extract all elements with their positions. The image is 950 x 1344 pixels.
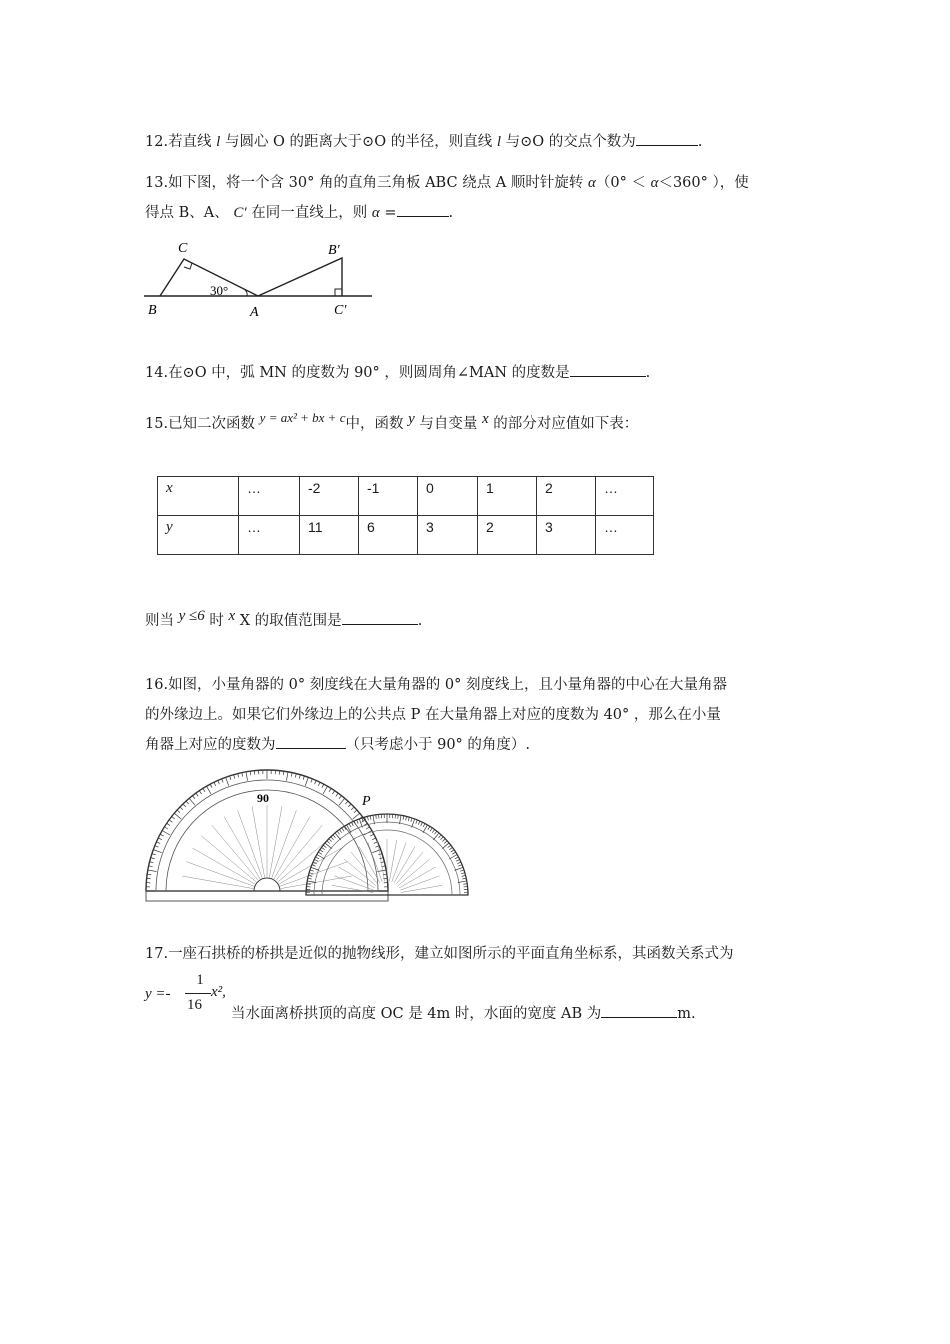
- protractor-tick: [312, 865, 316, 866]
- protractor-tick: [348, 804, 351, 807]
- protractor-tick: [367, 816, 368, 820]
- table-cell: 6: [359, 516, 418, 555]
- protractor-ray: [399, 867, 435, 888]
- q17-formula-y: y =-: [145, 986, 171, 1002]
- protractor-tick: [451, 850, 454, 852]
- protractor-tick: [434, 831, 436, 834]
- protractor-tick: [423, 823, 425, 827]
- q13-alpha-2: α: [650, 175, 659, 191]
- q16-number: 16.: [145, 677, 169, 693]
- protractor-tick: [327, 841, 330, 844]
- protractor-tick: [455, 857, 459, 859]
- protractor-tick: [318, 852, 321, 854]
- protractor-tick: [430, 828, 432, 831]
- protractor-tick: [345, 801, 348, 804]
- protractor-tick: [158, 838, 162, 840]
- protractor-tick: [169, 820, 172, 822]
- protractor-tick: [406, 816, 407, 820]
- protractor-tick: [303, 776, 304, 780]
- protractor-tick: [321, 847, 324, 849]
- table-row-y: [158, 516, 654, 555]
- protractor-tick: [315, 780, 317, 784]
- protractor-figure: [140, 765, 480, 910]
- protractor-tick: [286, 772, 288, 781]
- triangle-ab-c-prime: [258, 258, 342, 296]
- q17-formula-numerator: 1: [196, 972, 204, 988]
- small-protractor-rays: [332, 839, 442, 893]
- protractor-tick: [449, 847, 452, 849]
- protractor-tick: [325, 843, 332, 849]
- protractor-tick: [336, 793, 338, 796]
- protractor-tick: [442, 843, 449, 849]
- large-protractor: [146, 770, 388, 901]
- protractor-tick: [349, 823, 351, 827]
- protractor-tick: [366, 827, 369, 829]
- protractor-tick: [305, 777, 308, 785]
- large-protractor-rays: [182, 805, 351, 889]
- question-15-ask: [145, 610, 422, 631]
- protractor-tick: [207, 786, 212, 794]
- protractor-tick: [379, 858, 383, 859]
- protractor-tick: [378, 854, 382, 855]
- table-cell: 3: [537, 516, 596, 555]
- q15-text-1: 已知二次函数: [168, 416, 256, 432]
- protractor-tick: [210, 784, 212, 788]
- q14-text: 在⊙O 中，弧 MN 的度数为 90° ，则圆周角∠MAN 的度数是: [168, 365, 570, 381]
- table-cell: …: [596, 516, 654, 555]
- protractor-ray: [394, 847, 415, 883]
- table-cell: …: [239, 477, 300, 516]
- q15-condition: y ≤6: [178, 608, 205, 624]
- protractor-tick: [456, 859, 460, 861]
- protractor-tick: [408, 817, 409, 821]
- protractor-tick: [452, 852, 455, 854]
- protractor-tick: [332, 791, 334, 794]
- protractor-tick: [246, 772, 248, 781]
- protractor-tick: [314, 859, 318, 861]
- protractor-tick: [183, 804, 186, 807]
- protractor-tick: [177, 810, 180, 813]
- protractor-ray: [401, 885, 442, 892]
- label-a: A: [250, 305, 259, 320]
- q12-number: 12.: [145, 134, 169, 150]
- question-16-line-1: [145, 675, 727, 695]
- q12-text-3: 与⊙O 的交点个数为: [505, 134, 636, 150]
- protractor-tick: [230, 776, 231, 780]
- table-cell: 0: [418, 477, 478, 516]
- protractor-tick: [457, 862, 461, 864]
- protractor-tick: [203, 788, 205, 791]
- protractor-tick: [416, 820, 417, 824]
- q15-var-x: x: [481, 411, 489, 427]
- protractor-tick: [357, 820, 358, 824]
- protractor-tick: [442, 839, 445, 842]
- protractor-tick: [174, 813, 181, 819]
- protractor-tick: [335, 833, 341, 840]
- protractor-tick: [412, 819, 415, 827]
- protractor-ray: [392, 842, 406, 881]
- q15-ask-text-1: 则当: [145, 613, 174, 629]
- protractor-tick: [444, 841, 447, 844]
- protractor-tick: [462, 878, 466, 879]
- table-cell: 1: [478, 477, 537, 516]
- q15-function: y = ax² + bx + c: [259, 410, 346, 425]
- protractor-tick: [342, 828, 344, 831]
- protractor-tick: [151, 858, 155, 859]
- protractor-tick: [323, 845, 326, 847]
- protractor-tick: [153, 850, 161, 853]
- protractor-tick: [180, 807, 183, 810]
- q17-text-1: 当水面离桥拱顶的高度 OC 是 4m 时，水面的宽度 AB 为: [231, 1006, 602, 1022]
- protractor-tick: [339, 829, 341, 832]
- protractor-tick: [311, 867, 319, 870]
- table-row-x: [158, 477, 654, 516]
- protractor-tick: [440, 837, 443, 840]
- q13-alpha: α: [588, 175, 596, 191]
- table-cell: x: [158, 477, 239, 516]
- q13-text-1: 如下图，将一个含 30° 角的直角三角板 ABC 绕点 A 顺时针旋转: [168, 175, 584, 191]
- q17-number: 17.: [145, 946, 169, 962]
- protractor-ray: [276, 825, 322, 880]
- protractor-tick: [222, 779, 223, 783]
- q13-number: 13.: [145, 175, 169, 191]
- protractor-tick: [432, 829, 434, 832]
- protractor-tick: [403, 816, 404, 820]
- q15-number: 15.: [145, 416, 169, 432]
- question-16-line-2: [145, 705, 721, 725]
- protractor-tick: [376, 815, 377, 819]
- protractor-tick: [234, 775, 235, 779]
- q14-number: 14.: [145, 365, 169, 381]
- protractor-tick: [461, 873, 465, 874]
- question-17-line-2: [231, 1003, 696, 1024]
- protractor-tick: [199, 791, 201, 794]
- protractor-tick: [463, 884, 467, 885]
- protractor-tick: [172, 817, 175, 819]
- q13-text-5: 在同一直线上，则: [251, 205, 368, 221]
- question-15: [145, 410, 639, 434]
- protractor-tick: [359, 819, 362, 827]
- protractor-tick: [370, 816, 371, 820]
- table-cell: 2: [537, 477, 596, 516]
- protractor-tick: [160, 834, 164, 836]
- protractor-tick: [308, 875, 312, 876]
- right-angle-mark-c-prime: [335, 289, 342, 296]
- protractor-tick: [374, 842, 378, 844]
- q15-ask-var-x: x: [228, 608, 236, 624]
- protractor-tick: [299, 775, 300, 779]
- protractor-tick: [323, 786, 328, 794]
- protractor-tick: [309, 873, 313, 874]
- table-cell: 2: [478, 516, 537, 555]
- triangle-rotation-figure: [140, 236, 380, 322]
- q12-text-1: 若直线: [168, 134, 212, 150]
- protractor-tick: [322, 784, 324, 788]
- q12-answer-blank[interactable]: [636, 131, 698, 146]
- table-cell: -2: [300, 477, 359, 516]
- table-cell: 11: [300, 516, 359, 555]
- q16-answer-blank[interactable]: [276, 734, 346, 749]
- protractor-tick: [331, 837, 334, 840]
- protractor-tick: [189, 798, 195, 805]
- q17-answer-blank[interactable]: [601, 1003, 677, 1018]
- q13-equals: =: [384, 205, 397, 221]
- protractor-tick: [370, 834, 374, 836]
- protractor-tick: [315, 857, 319, 859]
- question-17-line-1: [145, 944, 734, 964]
- protractor-tick: [439, 835, 442, 838]
- protractor-tick: [462, 875, 466, 876]
- protractor-tick: [411, 818, 412, 822]
- protractor-tick: [193, 796, 195, 799]
- table-cell: …: [596, 477, 654, 516]
- protractor-tick: [339, 796, 341, 799]
- q15-text-4: 的部分对应值如下表：: [493, 416, 639, 432]
- protractor-tick: [354, 810, 357, 813]
- protractor-ray: [212, 825, 258, 880]
- protractor-tick: [421, 822, 423, 826]
- protractor-tick: [311, 779, 312, 783]
- q16-line-1: 如图，小量角器的 0° 刻度线在大量角器的 0° 刻度线上，且小量角器的中心在大量角器: [168, 677, 727, 693]
- label-b: B: [148, 303, 157, 318]
- protractor-tick: [155, 846, 159, 847]
- protractor-tick: [337, 831, 339, 834]
- q15-ask-text-2: 时: [209, 613, 224, 629]
- value-table: [157, 476, 654, 555]
- q14-end: .: [645, 365, 651, 381]
- q12-end: .: [697, 134, 703, 150]
- q16-line-3a: 角器上对应的度数为: [145, 737, 276, 753]
- right-angle-mark-c: [184, 263, 192, 269]
- protractor-ray: [201, 836, 256, 882]
- protractor-tick: [398, 815, 399, 819]
- protractor-tick: [238, 774, 239, 778]
- q12-var-l: l: [216, 134, 221, 150]
- protractor-tick: [458, 865, 462, 866]
- q16-line-2: 的外缘边上。如果它们外缘边上的公共点 P 在大量角器上对应的度数为 40° ，那么在小量: [145, 707, 721, 723]
- protractor-tick: [149, 866, 153, 867]
- protractor-tick: [164, 827, 167, 829]
- q14-answer-blank[interactable]: [570, 362, 646, 377]
- label-b-prime: B′: [328, 243, 340, 258]
- label-c-prime: C′: [334, 303, 347, 318]
- protractor-tick: [351, 822, 353, 826]
- protractor-tick: [196, 793, 198, 796]
- table-cell: -1: [359, 477, 418, 516]
- q13-c-prime: C′: [233, 205, 247, 221]
- protractor-tick: [372, 838, 376, 840]
- protractor-ray: [359, 847, 380, 883]
- protractor-tick: [162, 831, 170, 836]
- question-12: [145, 131, 702, 152]
- q15-text-3: 与自变量: [419, 416, 478, 432]
- big-protractor-90-label: 90: [257, 791, 269, 805]
- protractor-tick: [226, 777, 229, 785]
- protractor-tick: [329, 788, 331, 791]
- protractor-tick: [333, 835, 336, 838]
- protractor-tick: [455, 867, 463, 870]
- table-cell: y: [158, 516, 239, 555]
- q17-formula-denominator: 16: [187, 997, 202, 1013]
- protractor-tick: [167, 823, 170, 825]
- q13-end: .: [448, 205, 454, 221]
- protractor-ray: [400, 876, 439, 890]
- protractor-tick: [460, 870, 464, 871]
- protractor-tick: [351, 807, 354, 810]
- label-p: P: [362, 794, 371, 809]
- protractor-tick: [156, 842, 160, 844]
- protractor-tick: [353, 813, 360, 819]
- protractor-ray: [389, 840, 396, 881]
- protractor-tick: [186, 801, 189, 804]
- protractor-tick: [418, 821, 420, 825]
- protractor-tick: [448, 845, 451, 847]
- q13-text-2: （0° ＜: [595, 175, 646, 191]
- q13-text-3: ＜360° ），使: [658, 175, 749, 191]
- protractor-tick: [308, 878, 312, 879]
- protractor-tick: [152, 854, 156, 855]
- q15-ask-text-3: X 的取值范围是: [239, 613, 342, 629]
- table-cell: 3: [418, 516, 478, 555]
- protractor-tick: [318, 782, 320, 786]
- protractor-tick: [291, 773, 292, 777]
- q17-fraction-bar: [185, 993, 211, 994]
- q16-line-3b: （只考虑小于 90° 的角度）.: [345, 737, 531, 753]
- protractor-tick: [320, 850, 323, 852]
- protractor-tick: [310, 870, 314, 871]
- protractor-tick: [150, 862, 154, 863]
- protractor-tick: [339, 798, 345, 805]
- q15-end: .: [417, 613, 423, 629]
- label-c: C: [178, 241, 188, 256]
- q13-alpha-3: α: [371, 205, 380, 221]
- q15-answer-blank[interactable]: [342, 610, 418, 625]
- protractor-tick: [307, 884, 311, 885]
- triangle-abc: [160, 259, 258, 296]
- protractor-tick: [218, 780, 220, 784]
- protractor-tick: [433, 833, 439, 840]
- q12-var-l-2: l: [496, 134, 501, 150]
- protractor-tick: [148, 870, 157, 872]
- protractor-tick: [295, 774, 296, 778]
- q17-line-1: 一座石拱桥的桥拱是近似的抛物线形，建立如图所示的平面直角坐标系，其函数关系式为: [168, 946, 734, 962]
- table-cell: …: [239, 516, 300, 555]
- label-30-degrees: 30°: [210, 283, 229, 298]
- question-16-line-3: [145, 734, 530, 755]
- question-13-line-1: [145, 173, 749, 193]
- question-13-line-2: [145, 202, 453, 223]
- protractor-tick: [242, 773, 243, 777]
- question-14: [145, 362, 650, 383]
- q12-text-2: 与圆心 O 的距离大于⊙O 的半径，则直线: [224, 134, 493, 150]
- q13-text-4: 得点 B、A、: [145, 205, 229, 221]
- q13-answer-blank[interactable]: [397, 202, 449, 217]
- protractor-tick: [428, 826, 430, 829]
- protractor-tick: [214, 782, 216, 786]
- q17-formula-x-squared: x²,: [211, 984, 226, 1000]
- q17-unit: m.: [677, 1006, 696, 1022]
- q15-text-2: 中，函数: [345, 416, 404, 432]
- q15-var-y: y: [408, 411, 415, 427]
- protractor-tick: [329, 839, 332, 842]
